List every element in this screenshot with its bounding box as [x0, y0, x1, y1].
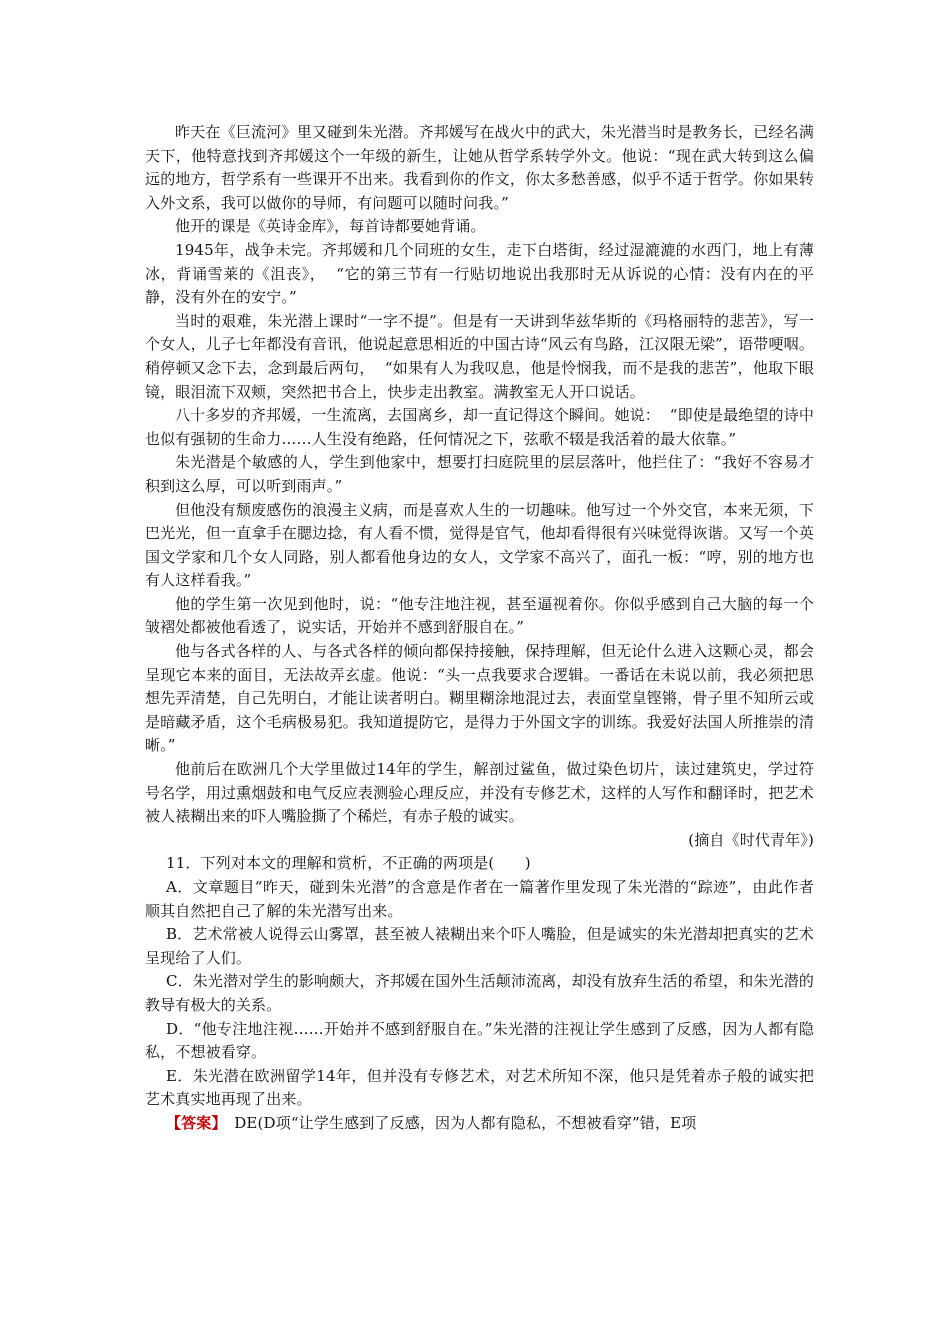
- option-a: A．文章题目“昨天，碰到朱光潜”的含意是作者在一篇著作里发现了朱光潜的“踪迹”，由此作者顺其自然把自己了解的朱光潜写出来。: [145, 878, 814, 920]
- article-paragraph-5: 八十多岁的齐邦媛，一生流离，去国离乡，却一直记得这个瞬间。她说： “即使是最绝望的诗中也似有强韧的生命力……人生没有绝路，任何情况之下，弦歌不辍是我活着的最大依靠。”: [145, 406, 814, 448]
- article-paragraph-3: 1945年，战争未完。齐邦媛和几个同班的女生，走下白塔街，经过湿漉漉的水西门，地上有薄冰，背诵雪莱的《沮丧》， “它的第三节有一行贴切地说出我那时无从诉说的心情：没有内在的平静，没有外在的安宁。”: [145, 240, 814, 307]
- article-paragraph-1: 昨天在《巨流河》里又碰到朱光潜。齐邦媛写在战火中的武大，朱光潜当时是教务长，已经名满天下，他特意找到齐邦媛这个一年级的新生，让她从哲学系转学外文。他说：“现在武大转到这么偏远的地方，哲学系有一些课开不出来。我看到你的作文，你太多愁善感，似乎不适于哲学。你如果转入外文系，我可以做你的导师，有问题可以随时问我。”: [145, 123, 814, 212]
- option-c: C．朱光潜对学生的影响颇大，齐邦媛在国外生活颠沛流离，却没有放弃生活的希望，和朱光潜的教导有极大的关系。: [145, 972, 814, 1014]
- option-d: D．“他专注地注视……开始并不感到舒服自在。”朱光潜的注视让学生感到了反感，因为人都有隐私，不想被看穿。: [145, 1019, 814, 1062]
- answer-line: [145, 1112, 814, 1136]
- option-b: B．艺术常被人说得云山雾罩，甚至被人裱糊出来个吓人嘴脸，但是诚实的朱光潜却把真实的艺术呈现给了人们。: [145, 925, 814, 967]
- article-paragraph-10: 他前后在欧洲几个大学里做过14年的学生，解剖过鲨鱼，做过染色切片，读过建筑史，学过符号名学，用过熏烟鼓和电气反应表测验心理反应，并没有专修艺术，这样的人写作和翻译时，把艺术被人裱糊出来的吓人嘴脸撕了个稀烂，有赤子般的诚实。: [145, 760, 814, 826]
- option-e: E．朱光潜在欧洲留学14年，但并没有专修艺术，对艺术所知不深，他只是凭着赤子般的诚实把艺术真实地再现了出来。: [145, 1066, 814, 1109]
- article-paragraph-4: 当时的艰难，朱光潜上课时“一字不提”。但是有一天讲到华兹华斯的《玛格丽特的悲苦》，写一个女人，儿子七年都没有音讯，他说起意思相近的中国古诗“风云有鸟路，江汉限无梁”，语带哽咽。稍停顿又念下去，念到最后两句， “如果有人为我叹息，他是怜悯我，而不是我的悲苦”，他取下眼镜，眼泪流下双颊，突然把书合上，快步走出教室。满教室无人开口说话。: [145, 311, 814, 401]
- article-paragraph-8: 他的学生第一次见到他时，说：“他专注地注视，甚至逼视着你。你似乎感到自己大脑的每一个皱褶处都被他看透了，说实话，开始并不感到舒服自在。”: [145, 594, 814, 637]
- article-paragraph-2: 他开的课是《英诗金库》，每首诗都要她背诵。: [175, 217, 486, 236]
- question-block: [145, 852, 814, 1135]
- question-stem: 11．下列对本文的理解和赏析，不正确的两项是( ): [166, 854, 531, 873]
- article-body: [145, 121, 814, 852]
- answer-label: 【答案】: [166, 1113, 220, 1132]
- answer-text: DE(D项“让学生感到了反感，因为人都有隐私，不想被看穿”错，E项: [219, 1113, 697, 1132]
- article-paragraph-7: 但他没有颓废感伤的浪漫主义病，而是喜欢人生的一切趣味。他写过一个外交官，本来无须，下巴光光，但一直拿手在腮边捻，有人看不惯，觉得是官气，他却看得很有兴味觉得诙谐。又写一个英国文学家和几个女人同路，别人都看他身边的女人，文学家不高兴了，面孔一板：“哼，别的地方也有人这样看我。”: [145, 500, 814, 590]
- article-source: (摘自《时代青年》): [688, 830, 814, 849]
- article-paragraph-9: 他与各式各样的人、与各式各样的倾向都保持接触，保持理解，但无论什么进入这颗心灵，都会呈现它本来的面目，无法故弄玄虚。他说：“头一点我要求合逻辑。一番话在未说以前，我必须把思想先弄清楚，自己先明白，才能让读者明白。糊里糊涂地混过去，表面堂皇铿锵，骨子里不知所云或是暗藏矛盾，这个毛病极易犯。我知道提防它，是得力于外国文字的训练。我爱好法国人所推崇的清晰。”: [145, 642, 814, 755]
- article-paragraph-6: 朱光潜是个敏感的人，学生到他家中，想要打扫庭院里的层层落叶，他拦住了：“我好不容易才积到这么厚，可以听到雨声。”: [145, 453, 814, 495]
